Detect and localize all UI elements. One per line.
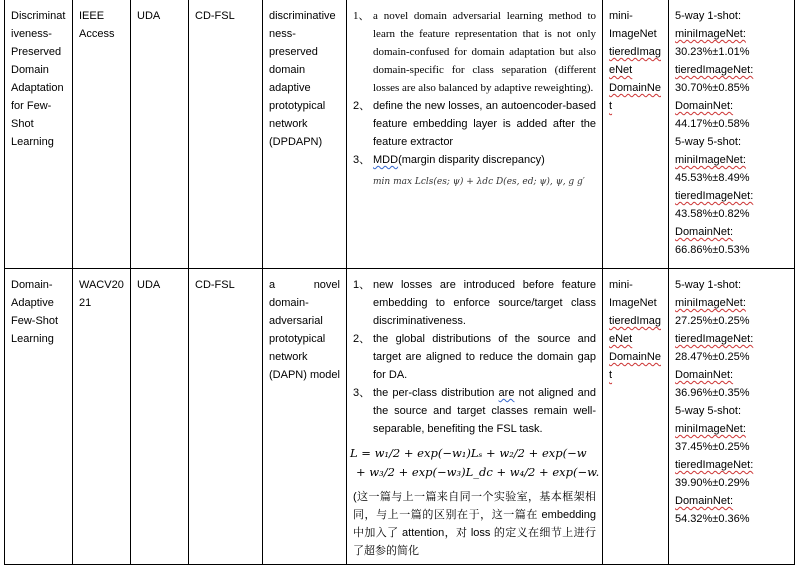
result-line: DomainNet: [675,226,734,238]
point-text: (margin disparity discrepancy) [398,154,545,166]
point-text: the global distributions of the source and target are aligned to reduce the domain gap for DA. [373,333,596,381]
result-line: tieredImageNet: [675,459,754,471]
point-text: MDD [373,154,399,166]
results-cell [669,269,795,565]
result-line: miniImageNet: [675,28,746,40]
result-line: tieredImageNet: [675,333,754,345]
result-line: 37.45%±0.25% [675,441,750,453]
result-line: 54.32%±0.36% [675,513,750,525]
point-text: not aligned and the source and target classes remain well-separable, benefiting the FSL task. [373,387,596,435]
formula [350,444,600,482]
result-line: 43.58%±0.82% [675,208,750,220]
result-line: 44.17%±0.58% [675,118,750,130]
point-1 [353,7,596,97]
papers-table [4,0,795,565]
venue-cell: WACV2021 [73,269,131,565]
point-1 [353,276,596,330]
result-line: DomainNet: [675,495,734,507]
results-cell [669,0,795,269]
task-cell: CD-FSL [189,269,263,565]
result-line: 5-way 5-shot: [675,136,742,148]
result-line: 39.90%±0.29% [675,477,750,489]
point-text: new losses are introduced before feature embedding to enforce source/target class discriminativeness. [373,279,596,327]
method-cell: a novel domain-adversarial prototypical network (DAPN) model [263,269,347,565]
result-line: 66.86%±0.53% [675,244,750,256]
result-line: miniImageNet: [675,297,746,309]
point-text: define the new losses, an autoencoder-based feature embedding layer is added after the feature extractor [373,100,596,148]
point-number: 3、 [353,387,371,399]
point-2 [353,97,596,151]
point-2 [353,330,596,384]
contribution-cell [347,269,603,565]
formula-line: + w₃/2 + exp(−w₃)L_dc + w₄/2 + exp(−w. [356,465,600,479]
dataset-cell [603,269,669,565]
setting-cell: UDA [131,269,189,565]
dataset: DomainNet [609,82,661,112]
result-line: 5-way 1-shot: [675,10,742,22]
contribution-cell [347,0,603,269]
point-3 [353,384,596,438]
result-line: tieredImageNet: [675,64,754,76]
point-text: a novel domain adversarial learning method to learn the feature representation that is not only domain-confused for domain adaptation but also domain-specific for class separation (different losses are also balanced by adaptive reweighting). [373,10,596,94]
result-line: 5-way 5-shot: [675,405,742,417]
dataset: mini-ImageNet [609,279,657,309]
point-number: 3、 [353,154,371,166]
dataset: tieredImageNet [609,46,661,76]
point-number: 2、 [353,100,371,112]
point-number: 2、 [353,333,371,345]
point-text: the per-class distribution [373,387,499,399]
point-text: are [498,387,515,399]
result-line: 5-way 1-shot: [675,279,742,291]
venue-cell: IEEE Access [73,0,131,269]
formula-line: L = w₁/2 + exp(−w₁)Lₛ + w₂/2 + exp(−w [350,446,587,460]
result-line: 28.47%±0.25% [675,351,750,363]
point-number: 1、 [353,279,371,291]
result-line: 45.53%±8.49% [675,172,750,184]
title-cell: Domain-Adaptive Few-Shot Learning [5,269,73,565]
result-line: DomainNet: [675,369,734,381]
result-line: 30.23%±1.01% [675,46,750,58]
formula: min max Lcls(es; ψ) + λdc D(es, ed; ψ), ψ, g g′ [373,177,585,187]
result-line: 30.70%±0.85% [675,82,750,94]
result-line: 27.25%±0.25% [675,315,750,327]
dataset: mini-ImageNet [609,10,657,40]
result-line: miniImageNet: [675,154,746,166]
setting-cell: UDA [131,0,189,269]
result-line: miniImageNet: [675,423,746,435]
title-cell: Discriminativeness-Preserved Domain Adaptation for Few-Shot Learning [5,0,73,269]
result-line: tieredImageNet: [675,190,754,202]
method-cell: discriminativeness-preserved domain adaptive prototypical network (DPDAPN) [263,0,347,269]
dataset: tieredImageNet [609,315,661,345]
result-line: DomainNet: [675,100,734,112]
point-number: 1、 [353,10,370,22]
result-line: 36.96%±0.35% [675,387,750,399]
table-row [5,0,795,269]
note: (这一篇与上一篇来自同一个实验室，基本框架相同，与上一篇的区别在于，这一篇在 embedding 中加入了 attention，对 loss 的定义在细节上进行了超参的简化 [353,491,596,557]
point-3 [353,151,596,169]
dataset-cell [603,0,669,269]
table-row [5,269,795,565]
task-cell: CD-FSL [189,0,263,269]
dataset: DomainNet [609,351,661,381]
